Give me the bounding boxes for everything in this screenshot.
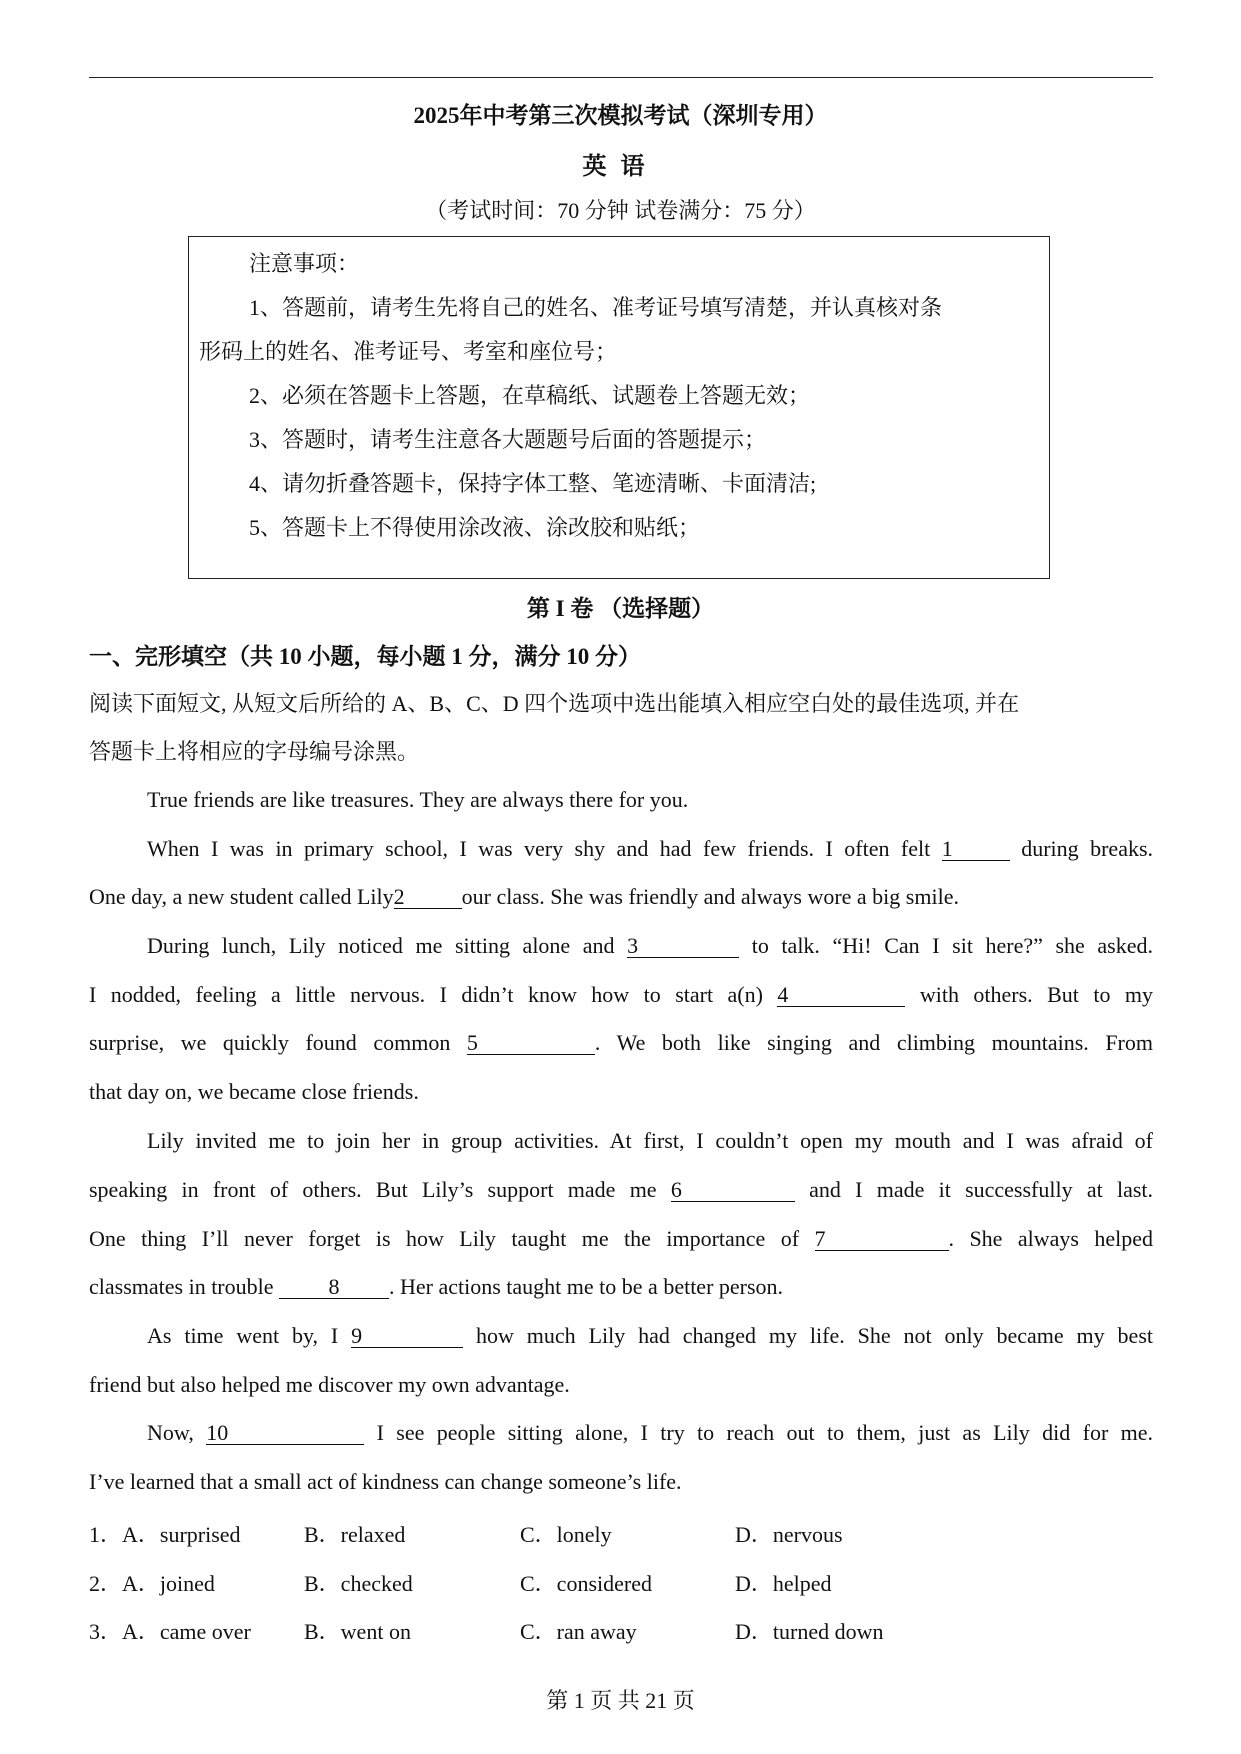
passage-text: surprise, we quickly found common (89, 1030, 451, 1055)
passage-text: how much Lily had changed my life. She not only became my best (476, 1323, 1153, 1348)
passage-line (89, 982, 1153, 1008)
blank-3: 3 (627, 934, 739, 958)
passage-line (147, 836, 1153, 862)
section-intro-b: 答题卡上将相应的字母编号涂黑。 (89, 739, 420, 764)
passage-text: As time went by, I (147, 1323, 339, 1348)
section-title: 一、完形填空（共 10 小题，每小题 1 分，满分 10 分） (89, 644, 641, 669)
passage-line (89, 1030, 1153, 1056)
passage-text: during breaks. (1021, 836, 1154, 861)
exam-title: 2025年中考第三次模拟考试（深圳专用） (413, 103, 828, 128)
passage-line: friend but also helped me discover my own advantage. (89, 1372, 570, 1397)
passage-text: our class. She was friendly and always wore a big smile. (461, 884, 959, 909)
blank-6: 6 (671, 1178, 795, 1202)
passage-text: . Her actions taught me to be a better person. (389, 1274, 784, 1299)
passage-line (89, 884, 1153, 910)
option-a[interactable]: A．came over (122, 1619, 251, 1644)
question-number: 3． (89, 1619, 123, 1644)
notice-item-5: 5、答题卡上不得使用涂改液、涂改胶和贴纸； (249, 515, 701, 540)
option-b[interactable]: B．relaxed (304, 1522, 406, 1547)
blank-4: 4 (777, 983, 905, 1007)
passage-line (147, 1323, 1153, 1349)
option-d[interactable]: D．turned down (735, 1619, 884, 1644)
passage-text: When I was in primary school, I was very shy and had few friends. I often felt (147, 836, 931, 861)
part-title: 第 I 卷 （选择题） (526, 596, 715, 621)
notice-item-4: 4、请勿折叠答题卡，保持字体工整、笔迹清晰、卡面清洁; (249, 471, 817, 496)
passage-line (89, 1177, 1153, 1203)
passage-line (89, 1274, 783, 1300)
top-rule (89, 77, 1153, 78)
passage-line (147, 1420, 1153, 1446)
passage-text: One thing I’ll never forget is how Lily taught me the importance of (89, 1226, 800, 1251)
option-d[interactable]: D．helped (735, 1571, 832, 1596)
passage-text: During lunch, Lily noticed me sitting alone and (147, 933, 615, 958)
option-c[interactable]: C．considered (520, 1571, 652, 1596)
question-number: 1． (89, 1522, 123, 1547)
exam-subject: 英语 (582, 154, 659, 180)
blank-7: 7 (815, 1227, 949, 1251)
passage-text: . We both like singing and climbing mountains. From (594, 1030, 1153, 1055)
option-a[interactable]: A．surprised (122, 1522, 241, 1547)
passage-line: I’ve learned that a small act of kindness can change someone’s life. (89, 1469, 682, 1494)
option-a[interactable]: A．joined (122, 1571, 215, 1596)
passage-text: I see people sitting alone, I try to reach out to them, just as Lily did for me. (376, 1420, 1153, 1445)
option-c[interactable]: C．ran away (520, 1619, 637, 1644)
option-b[interactable]: B．checked (304, 1571, 413, 1596)
option-b[interactable]: B．went on (304, 1619, 411, 1644)
passage-line: that day on, we became close friends. (89, 1079, 419, 1104)
passage-text: classmates in trouble (89, 1274, 274, 1299)
passage-text: with others. But to my (919, 982, 1154, 1007)
notice-heading: 注意事项： (249, 251, 360, 276)
blank-2: 2 (394, 885, 462, 909)
passage-line (147, 933, 1153, 959)
passage-text: . She always helped (948, 1226, 1154, 1251)
option-c[interactable]: C．lonely (520, 1522, 612, 1547)
passage-text: to talk. “Hi! Can I sit here?” she asked. (751, 933, 1153, 958)
passage-line (89, 1226, 1153, 1252)
notice-box (188, 236, 1050, 579)
question-number: 2． (89, 1571, 123, 1596)
option-d[interactable]: D．nervous (735, 1522, 843, 1547)
blank-8: 8 (279, 1275, 389, 1299)
passage-text: and I made it successfully at last. (809, 1177, 1154, 1202)
page-footer: 第 1 页 共 21 页 (546, 1688, 695, 1713)
blank-5: 5 (467, 1031, 595, 1055)
notice-item-3: 3、答题时，请考生注意各大题题号后面的答题提示； (249, 427, 767, 452)
passage-line: True friends are like treasures. They are always there for you. (147, 787, 689, 812)
passage-text: I nodded, feeling a little nervous. I didn’t know how to start a(n) (89, 982, 763, 1007)
exam-duration: （考试时间：70 分钟 试卷满分：75 分） (425, 198, 816, 223)
notice-item-1b: 形码上的姓名、准考证号、考室和座位号； (199, 339, 618, 364)
passage-text: speaking in front of others. But Lily’s support made me (89, 1177, 657, 1202)
blank-10: 10 (206, 1421, 364, 1445)
blank-1: 1 (942, 837, 1010, 861)
passage-text: Now, (147, 1420, 194, 1445)
section-intro-a: 阅读下面短文, 从短文后所给的 A、B、C、D 四个选项中选出能填入相应空白处的最佳选项, 并在 (89, 691, 1020, 716)
passage-text: One day, a new student called Lily (89, 884, 394, 909)
notice-item-2: 2、必须在答题卡上答题，在草稿纸、试题卷上答题无效； (249, 383, 811, 408)
passage-line: Lily invited me to join her in group activities. At first, I couldn’t open my mouth and I was afraid of (147, 1128, 1153, 1153)
blank-9: 9 (351, 1324, 463, 1348)
notice-item-1a: 1、答题前，请考生先将自己的姓名、准考证号填写清楚，并认真核对条 (249, 295, 943, 320)
